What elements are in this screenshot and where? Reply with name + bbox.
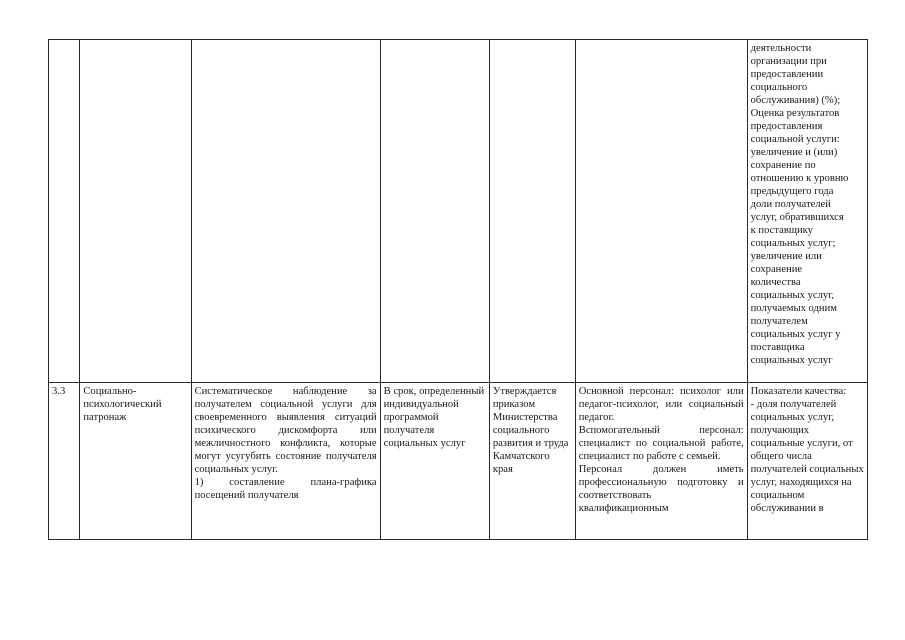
- services-table: [48, 39, 868, 540]
- cell-term-empty: [380, 40, 489, 383]
- cell-name-empty: [80, 40, 191, 383]
- table-row-continuation: [49, 40, 868, 383]
- cell-description: Систематическое наблюдение за получателем социальной услуги для своевременного выявления ситуаций психического дискомфорта или межличностного конфликта, которые могут усугубить состояние получателя социальных услуг. 1) составление плана-графика посещений получателя: [191, 383, 380, 540]
- cell-criteria: Показатели качества: - доля получателей социальных услуг, получающих социальные услуги, от общего числа получателей социальных услуг, находящихся на социальном обслуживании в: [747, 383, 867, 540]
- cell-description-empty: [191, 40, 380, 383]
- cell-staff: Основной персонал: психолог или педагог-психолог, или социальный педагог. Вспомогательный персонал: специалист по социальной работе, специалист по работе с семьей. Персонал должен иметь профессиональную подготовку и соответствовать квалификационным: [575, 383, 747, 540]
- cell-service-name: Социально- психологический патронаж: [80, 383, 191, 540]
- cell-staff-empty: [575, 40, 747, 383]
- cell-term: В срок, определенный индивидуальной программой получателя социальных услуг: [380, 383, 489, 540]
- cell-number: 3.3: [49, 383, 80, 540]
- cell-approval-empty: [489, 40, 575, 383]
- table-row-3-3: [49, 383, 868, 540]
- cell-criteria-continuation: деятельности организации при предоставлении социального обслуживания) (%); Оценка результатов предоставления социальной услуги: увеличение и (или) сохранение по отношению к уровню предыдущего года доли получателей услуг, обратившихся к поставщику социальных услуг; увеличение или сохранение количества социальных услуг, получаемых одним получателем социальных услуг у поставщика социальных услуг: [747, 40, 867, 383]
- cell-approval: Утверждается приказом Министерства социального развития и труда Камчатского края: [489, 383, 575, 540]
- cell-number-empty: [49, 40, 80, 383]
